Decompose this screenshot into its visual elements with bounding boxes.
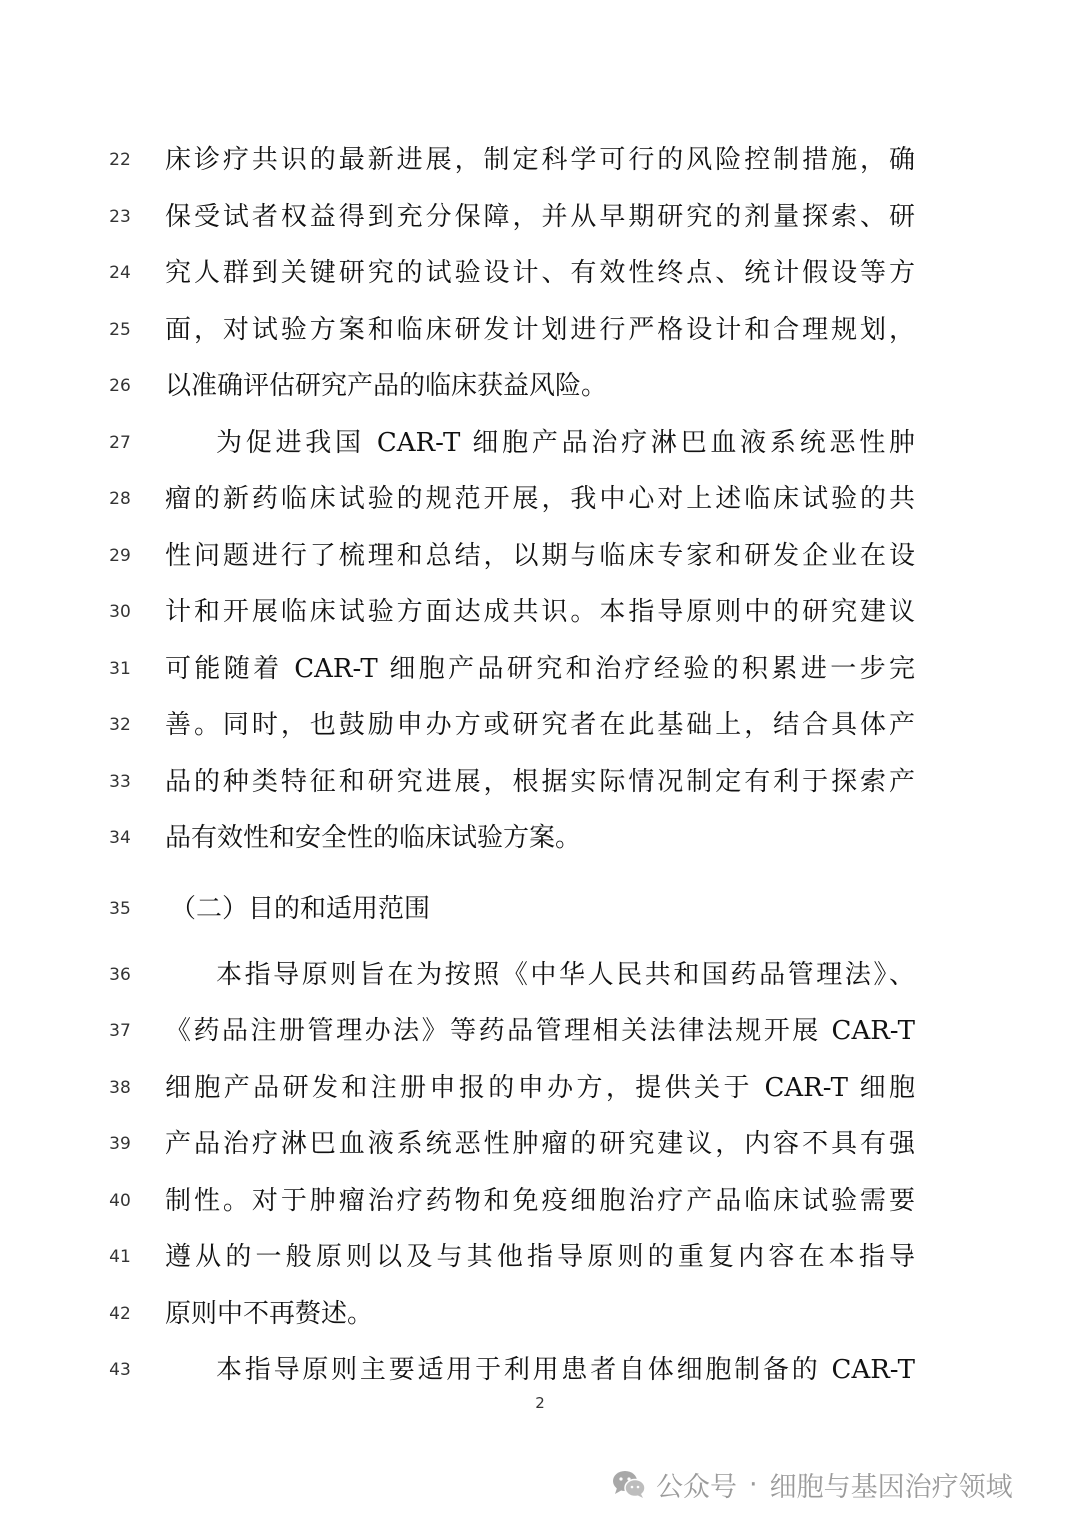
line-26 bbox=[0, 366, 1080, 406]
line-36 bbox=[0, 955, 1080, 995]
line-27 bbox=[0, 423, 1080, 463]
wechat-watermark bbox=[612, 1464, 1013, 1504]
line-number: 30 bbox=[109, 602, 131, 622]
wechat-icon bbox=[612, 1469, 646, 1499]
line-text: 计和开展临床试验方面达成共识。本指导原则中的研究建议 bbox=[165, 597, 915, 627]
line-number: 43 bbox=[109, 1360, 131, 1380]
line-text: 可能随着 CAR-T 细胞产品研究和治疗经验的积累进一步完 bbox=[165, 654, 915, 684]
line-37 bbox=[0, 1011, 1080, 1051]
line-number: 28 bbox=[109, 489, 131, 509]
line-number: 25 bbox=[109, 320, 131, 340]
watermark-account: 细胞与基因治疗领域 bbox=[769, 1471, 1013, 1503]
line-number: 41 bbox=[109, 1247, 131, 1267]
line-text: 原则中不再赘述。 bbox=[165, 1299, 374, 1329]
line-text: 性问题进行了梳理和总结，以期与临床专家和研发企业在设 bbox=[165, 541, 915, 571]
line-24 bbox=[0, 253, 1080, 293]
line-number: 35 bbox=[109, 899, 131, 919]
line-number: 32 bbox=[109, 715, 131, 735]
line-number: 42 bbox=[109, 1304, 131, 1324]
line-31 bbox=[0, 649, 1080, 689]
line-number: 29 bbox=[109, 546, 131, 566]
line-text: 品的种类特征和研究进展，根据实际情况制定有利于探索产 bbox=[165, 767, 915, 797]
line-33 bbox=[0, 762, 1080, 802]
line-number: 38 bbox=[109, 1078, 131, 1098]
line-text: 善。同时，也鼓励申办方或研究者在此基础上，结合具体产 bbox=[165, 710, 915, 740]
line-22 bbox=[0, 140, 1080, 180]
line-number: 24 bbox=[109, 263, 131, 283]
section-heading: （二）目的和适用范围 bbox=[170, 894, 431, 924]
line-text: 保受试者权益得到充分保障，并从早期研究的剂量探索、研 bbox=[165, 202, 915, 232]
line-number: 34 bbox=[109, 828, 131, 848]
line-number: 40 bbox=[109, 1191, 131, 1211]
line-number: 36 bbox=[109, 965, 131, 985]
line-30 bbox=[0, 592, 1080, 632]
line-34 bbox=[0, 818, 1080, 858]
line-40 bbox=[0, 1181, 1080, 1221]
line-text: 究人群到关键研究的试验设计、有效性终点、统计假设等方 bbox=[165, 258, 915, 288]
line-41 bbox=[0, 1237, 1080, 1277]
line-text: 本指导原则旨在为按照《中华人民共和国药品管理法》、 bbox=[216, 960, 915, 990]
watermark-separator: · bbox=[749, 1468, 758, 1500]
page-number: 2 bbox=[535, 1394, 545, 1412]
line-number: 27 bbox=[109, 433, 131, 453]
line-text: 本指导原则主要适用于利用患者自体细胞制备的 CAR-T bbox=[216, 1355, 915, 1385]
line-text: 制性。对于肿瘤治疗药物和免疫细胞治疗产品临床试验需要 bbox=[165, 1186, 915, 1216]
line-number: 22 bbox=[109, 150, 131, 170]
line-38 bbox=[0, 1068, 1080, 1108]
line-number: 37 bbox=[109, 1021, 131, 1041]
line-text: 《药品注册管理办法》等药品管理相关法律法规开展 CAR-T bbox=[165, 1016, 915, 1046]
line-text: 瘤的新药临床试验的规范开展，我中心对上述临床试验的共 bbox=[165, 484, 915, 514]
line-29 bbox=[0, 536, 1080, 576]
line-text: 品有效性和安全性的临床试验方案。 bbox=[165, 823, 582, 853]
line-number: 33 bbox=[109, 772, 131, 792]
line-number: 26 bbox=[109, 376, 131, 396]
line-text: 床诊疗共识的最新进展，制定科学可行的风险控制措施，确 bbox=[165, 145, 915, 175]
line-39 bbox=[0, 1124, 1080, 1164]
line-number: 39 bbox=[109, 1134, 131, 1154]
line-43 bbox=[0, 1350, 1080, 1390]
line-text: 产品治疗淋巴血液系统恶性肿瘤的研究建议，内容不具有强 bbox=[165, 1129, 915, 1159]
line-32 bbox=[0, 705, 1080, 745]
line-28 bbox=[0, 479, 1080, 519]
line-text: 为促进我国 CAR-T 细胞产品治疗淋巴血液系统恶性肿 bbox=[216, 428, 915, 458]
line-42 bbox=[0, 1294, 1080, 1334]
line-text: 面，对试验方案和临床研发计划进行严格设计和合理规划， bbox=[165, 315, 915, 345]
watermark-label: 公众号 bbox=[656, 1471, 737, 1503]
line-25 bbox=[0, 310, 1080, 350]
line-35 bbox=[0, 889, 1080, 929]
line-number: 31 bbox=[109, 659, 131, 679]
line-text: 遵从的一般原则以及与其他指导原则的重复内容在本指导 bbox=[165, 1242, 915, 1272]
line-text: 细胞产品研发和注册申报的申办方，提供关于 CAR-T 细胞 bbox=[165, 1073, 915, 1103]
line-number: 23 bbox=[109, 207, 131, 227]
line-text: 以准确评估研究产品的临床获益风险。 bbox=[165, 371, 608, 401]
line-23 bbox=[0, 197, 1080, 237]
